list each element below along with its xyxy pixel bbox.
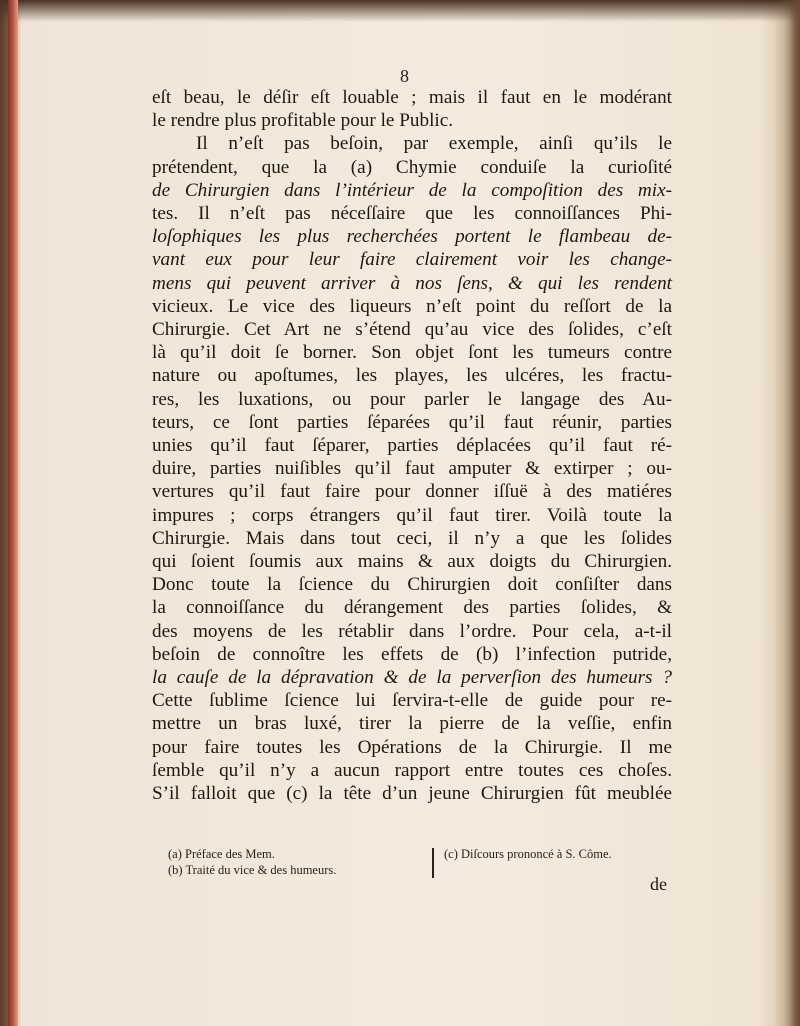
text-line: Donc toute la ſcience du Chirurgien doit conſiſter dans (152, 574, 672, 596)
text-line: beſoin de connoître les effets de (b) l’infection putride, (152, 643, 672, 665)
text-line: vant eux pour leur faire clairement voir les change- (152, 249, 672, 271)
text-line: teurs, ce ſont parties ſéparées qu’il faut réunir, parties (152, 411, 672, 433)
text-line: vertures qu’il faut faire pour donner iſſuë à des matiéres (152, 481, 672, 503)
binding-edge (8, 0, 18, 1026)
text-line: ſemble qu’il n’y a aucun rapport entre toutes ces choſes. (152, 759, 672, 781)
text-line: Chirurgie. Cet Art ne s’étend qu’au vice des ſolides, c’eſt (152, 319, 672, 341)
text-line: tes. Il n’eſt pas néceſſaire que les connoiſſances Phi- (152, 203, 672, 225)
text-line: Il n’eſt pas beſoin, par exemple, ainſi qu’ils le (196, 133, 672, 155)
text-line: Chirurgie. Mais dans tout ceci, il n’y a que les ſolides (152, 527, 672, 549)
text-line: eſt beau, le déſir eſt louable ; mais il faut en le modérant (152, 87, 672, 108)
text-line: la cauſe de la dépravation & de la perverſion des humeurs ? (152, 667, 672, 689)
footnote-divider (432, 848, 434, 878)
text-line: la connoiſſance du dérangement des parties ſolides, & (152, 597, 672, 619)
text-line: prétendent, que la (a) Chymie conduiſe la curioſité (152, 156, 672, 178)
text-line: res, les luxations, ou pour parler le langage des Au- (152, 388, 672, 410)
text-line: le rendre plus profitable pour le Public. (152, 110, 454, 132)
text-line: mettre un bras luxé, tirer la pierre de la veſſie, enfin (152, 713, 672, 735)
footnotes-right-column (444, 846, 684, 862)
catchword: de (650, 874, 667, 894)
text-line: de Chirurgien dans l’intérieur de la compoſition des mix- (152, 179, 672, 201)
text-line: S’il falloit que (c) la tête d’un jeune Chirurgien fût meublée (152, 783, 672, 805)
text-line: impures ; corps étrangers qu’il faut tirer. Voilà toute la (152, 504, 672, 526)
text-line: duire, parties nuiſibles qu’il faut amputer & extirper ; ou- (152, 458, 672, 480)
footnote-a: (a) Préface des Mem. (168, 847, 275, 861)
text-line: mens qui peuvent arriver à nos ſens, & qui les rendent (152, 272, 672, 294)
page-edge (774, 0, 800, 1026)
text-line: des moyens de les rétablir dans l’ordre. Pour cela, a-t-il (152, 620, 672, 642)
text-line: qui ſoient ſoumis aux mains & aux doigts du Chirurgien. (152, 551, 672, 573)
page-number: 8 (400, 66, 409, 86)
footnote-c: (c) Diſcours prononcé à S. Côme. (444, 847, 612, 861)
footnote-b: (b) Traité du vice & des humeurs. (168, 863, 337, 877)
text-line: vicieux. Le vice des liqueurs n’eſt point du reſſort de la (152, 295, 672, 317)
text-line: Cette ſublime ſcience lui ſervira-t-elle de guide pour re- (152, 690, 672, 712)
text-line: pour faire toutes les Opérations de la Chirurgie. Il me (152, 736, 672, 758)
body-text (152, 86, 672, 805)
text-line: unies qu’il faut ſéparer, parties déplacées qu’il faut ré- (152, 435, 672, 457)
text-line: là qu’il doit ſe borner. Son objet ſont les tumeurs contre (152, 342, 672, 364)
footnotes-left-column (168, 846, 448, 878)
top-shadow (0, 0, 800, 22)
text-line: loſophiques les plus recherchées portent le flambeau de- (152, 226, 672, 248)
text-line: nature ou apoſtumes, les playes, les ulcéres, les fractu- (152, 365, 672, 387)
